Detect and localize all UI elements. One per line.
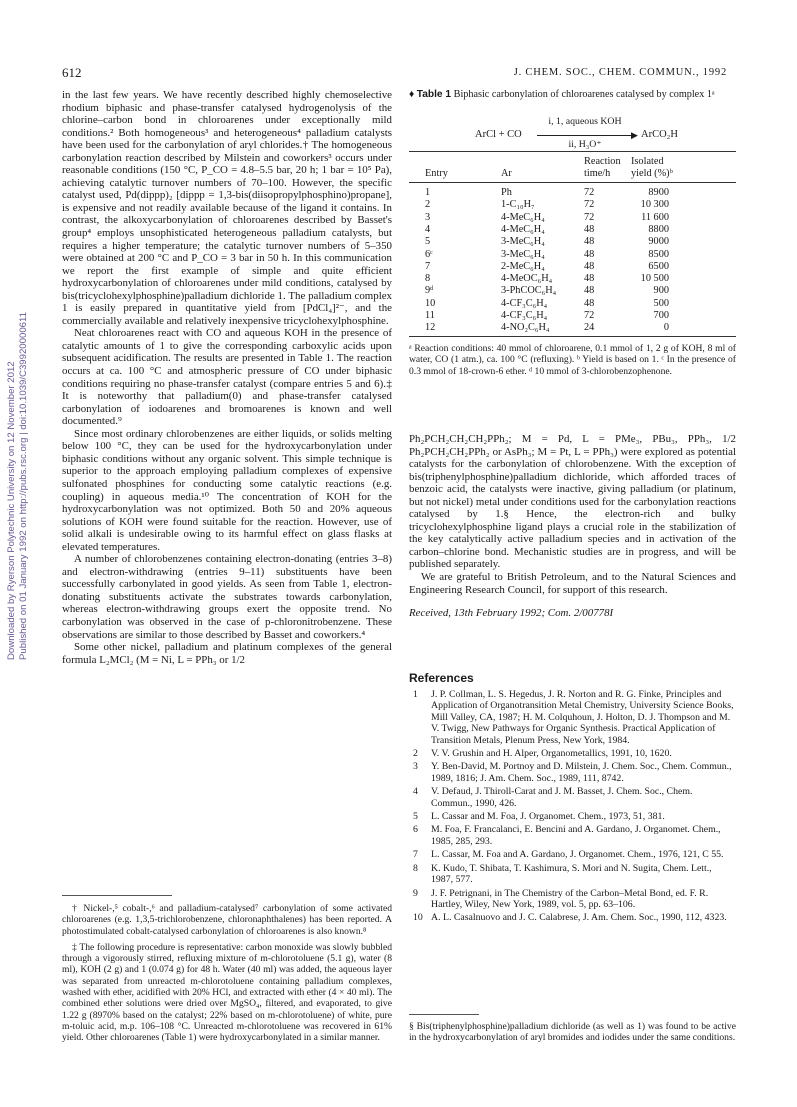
references-list	[409, 689, 736, 924]
table-row	[409, 273, 736, 285]
page-number: 612	[62, 65, 82, 80]
paragraph-3: Since most ordinary chlorobenzenes are either liquids, or solids melting below 100 °C, they can be used for the hydroxycarbonylation under biphasic conditions without any organic solvent. This simple technique is superior to the approach employing palladium complexes of expensive sulfonated phosphines for conducting some catalytic reactions (e.g. coupling) in aqueous media.¹⁰ The concentration of KOH for the hydroxycarbonylation was not optimized. Both 50 and 20% aqueous solutions of KOH were found suitable for the reaction. However, use of solid alkali is undesirable owing to its harmful effect on glass flasks at elevated temperatures.	[62, 427, 392, 553]
reference-text: V. V. Grushin and H. Alper, Organometallics, 1991, 10, 1620.	[431, 748, 672, 760]
reference-item	[409, 888, 736, 911]
table-row	[409, 261, 736, 273]
reference-item	[409, 811, 736, 822]
cell-entry: 8	[425, 273, 431, 285]
footnote-rule	[62, 895, 172, 896]
download-watermark	[6, 140, 30, 660]
right-paragraph-2: We are grateful to British Petroleum, and to the Natural Sciences and Engineering Research Council, for support of this research.	[409, 571, 736, 596]
reference-number: 9	[413, 887, 418, 899]
table-row	[409, 322, 736, 334]
table-top-rule	[409, 151, 736, 152]
cell-time: 24	[584, 322, 595, 334]
left-column	[62, 89, 392, 666]
reference-item	[409, 863, 736, 886]
reference-number: 10	[413, 912, 423, 924]
cell-time: 72	[584, 310, 595, 321]
cell-ar: 3-PhCOC₆H₄	[501, 285, 557, 297]
cell-yield: 8800	[648, 223, 669, 235]
equation-product: ArCO₂H	[641, 129, 678, 140]
cell-yield: 900	[653, 285, 669, 297]
reference-text: V. Defaud, J. Thiroll-Carat and J. M. Basset, J. Chem. Soc., Chem. Commun., 1990, 426.	[431, 786, 693, 809]
paragraph-2: Neat chloroarenes react with CO and aqueous KOH in the presence of catalytic amounts of 1 to give the corresponding carboxylic acids upon subsequent acidification. The results are presented in Table 1. The reaction occurs at ca. 100 °C and atmospheric pressure of CO under biphasic conditions requiring no phase-transfer catalyst (compare entries 5 and 6).‡ It is noteworthy that palladium(0) and phase-transfer catalysed carbonylation of iodoarenes and bromoarenes is known and well documented.⁹	[62, 327, 392, 428]
cell-time: 72	[584, 211, 595, 223]
cell-yield: 8500	[648, 248, 669, 260]
reference-number: 6	[413, 824, 418, 836]
reaction-equation	[409, 114, 736, 154]
table-row	[409, 224, 736, 236]
cell-ar: 1-C₁₀H₇	[501, 199, 535, 211]
cell-time: 48	[584, 297, 595, 309]
header-time-line-2: time/h	[584, 168, 611, 179]
reference-item	[409, 786, 736, 809]
reference-number: 3	[413, 761, 418, 773]
right-footnote: § Bis(triphenylphosphine)palladium dichloride (as well as 1) was found to be active in the hydroxycarbonylation of aryl bromides and iodides under the same conditions.	[409, 1021, 736, 1044]
reference-item	[409, 761, 736, 784]
reference-text: K. Kudo, T. Shibata, T. Kashimura, S. Mori and N. Sugita, Chem. Lett., 1987, 577.	[431, 862, 712, 886]
cell-yield: 8900	[648, 187, 669, 198]
right-column	[409, 433, 736, 620]
cell-yield: 6500	[648, 260, 669, 272]
reference-number: 1	[413, 689, 418, 700]
cell-time: 48	[584, 248, 595, 260]
table-row	[409, 310, 736, 322]
watermark-line-1: Downloaded by Ryerson Polytechnic University on 12 November 2012	[6, 361, 17, 660]
reference-number: 2	[413, 748, 418, 760]
equation-above-arrow: i, 1, aqueous KOH	[548, 116, 622, 127]
cell-entry: 12	[425, 322, 436, 334]
cell-yield: 10 300	[640, 199, 669, 211]
references-heading: References	[409, 671, 474, 685]
cell-time: 72	[584, 199, 595, 211]
table-row	[409, 199, 736, 211]
received-line: Received, 13th February 1992; Com. 2/00778I	[409, 607, 614, 620]
cell-ar: 4-MeC₆H₄	[501, 211, 545, 223]
right-paragraph-1: Ph₂PCH₂CH₂CH₂PPh₂; M = Pd, L = PMe₃, PBu₃, PPh₃, 1/2 Ph₂PCH₂CH₂PPh₂ or AsPh₃; M = Pt, L = PPh₃) were explored as potential catalysts for the carbonylation of chlorobenzene. With the exception of bis(triphenylphosphine)palladium dichloride, which afforded traces of benzoic acid, the catalysts were inactive, giving palladium (or platinum, but not nickel) metal under conditions used for the carbonylation reactions catalysed by 1.§ Hence, the electron-rich and bulky tricyclohexylphosphine ligand plays a crucial role in the stabilization of the key catalytically active palladium species and in activation of the carbon–chlorine bond. Mechanistic studies are in progress, and will be published separately.	[409, 433, 736, 571]
cell-yield: 11 600	[641, 211, 669, 223]
reference-item	[409, 824, 736, 847]
header-ar: Ar	[501, 168, 512, 179]
right-footnote-rule	[409, 1014, 479, 1015]
cell-yield: 9000	[648, 236, 669, 248]
reference-text: L. Cassar, M. Foa and A. Gardano, J. Organomet. Chem., 1976, 121, C 55.	[431, 849, 724, 861]
reference-item	[409, 689, 736, 746]
reference-text: J. F. Petrignani, in The Chemistry of the Carbon–Metal Bond, ed. F. R. Hartley, Wiley, New York, 1989, vol. 5, pp. 63–106.	[431, 887, 709, 910]
table-row	[409, 236, 736, 248]
cell-ar: 3-MeC₆H₄	[501, 236, 545, 248]
reference-text: J. P. Collman, L. S. Hegedus, J. R. Norton and R. G. Finke, Principles and Application of Organotransition Metal Chemistry, University Science Books, Mill Valley, CA, 1987; H. M. Colquhoun, J. Holton, D. J. Thompson and M. V. Twigg, New Pathways for Organic Synthesis. Practical Application of Transition Metals, Plenum Press, New York, 1984.	[431, 689, 734, 746]
reference-text: Y. Ben-David, M. Portnoy and D. Milstein, J. Chem. Soc., Chem. Commun., 1989, 1816; J. Am. Chem. Soc., 1989, 111, 8742.	[431, 761, 732, 784]
reference-text: M. Foa, F. Francalanci, E. Bencini and A. Gardano, J. Organomet. Chem., 1985, 285, 293.	[431, 824, 721, 847]
arrow-head-icon: ▶	[631, 130, 638, 140]
paragraph-4: A number of chlorobenzenes containing electron-donating (entries 3–8) and electron-withdrawing (entries 9–11) substituents have been successfully carbonylated in good yields. As seen from Table 1, electron-donating substituents activate the substrates towards carbonylation, whereas electron-withdrawing groups exert the opposite trend. No carbonylation was observed in the case of p-chloronitrobenzene. These observations are similar to those described by Basset and coworkers.⁴	[62, 553, 392, 641]
header-entry: Entry	[425, 168, 448, 179]
cell-time: 48	[584, 285, 595, 297]
cell-entry: 6ᶜ	[425, 248, 433, 260]
cell-yield: 0	[663, 322, 669, 334]
reference-item	[409, 912, 736, 923]
table-notes: ᵃ Reaction conditions: 40 mmol of chloroarene, 0.1 mmol of 1, 2 g of KOH, 8 ml of water, CO (1 atm.), ca. 100 °C (refluxing). ᵇ Yield is based on 1. ᶜ In the presence of 0.3 mmol of 18-crown-6 ether. ᵈ 10 mmol of 3-chlorobenzophenone.	[409, 343, 736, 377]
header-yield-line-2: yield (%)ᵇ	[631, 168, 673, 179]
cell-yield: 500	[653, 297, 669, 309]
equation-reactant: ArCl + CO	[475, 129, 522, 140]
reference-number: 4	[413, 786, 418, 798]
cell-yield: 700	[653, 310, 669, 321]
cell-time: 48	[584, 223, 595, 235]
paragraph-1: in the last few years. We have recently described highly chemoselective rhodium biphasic and phase-transfer catalysed hydrogenolysis of the chlorine–carbon bond in chloroarenes under exceptionally mild conditions.² Both homogeneous³ and heterogeneous⁴ palladium catalysts have been used for the carbonylation of aryl chlorides.† The homogeneous carbonylation reaction described by Milstein and coworkers³ occurs under reasonable conditions (150 °C, P_CO = 4.8–5.5 bar, 20 h; 1 bar = 10⁵ Pa), achieving catalytic turnover numbers of 70–100. However, the specific catalyst used, Pd(dippp)₂ [dippp = 1,3-bis(diisopropylphosphino)propane], is expensive and not readily available because of the ligand it contains. In contrast, the alkoxycarbonylation of chloroarenes described by Basset's group⁴ employs unsophisticated heterogeneous palladium catalysts, but requires a higher temperature; the catalytic turnover numbers of 5–350 were obtained at 200 °C and P_CO = 3 bar in 50 h. In this communication we report the first example of simple and quite efficient hydroxycarbonylation of chloroarenes under mild conditions, catalysed by bis(tricyclohexylphosphine)palladium dichloride 1. The palladium complex 1 is easily prepared in quantitative yield from [PdCl₄]²⁻, and the commercially available and relatively inexpensive tricyclohexylphosphine.	[62, 89, 392, 327]
table-bottom-rule	[409, 336, 736, 337]
cell-ar: 4-NO₂C₆H₄	[501, 322, 550, 334]
reference-number: 7	[413, 849, 418, 861]
cell-entry: 2	[425, 199, 431, 211]
cell-ar: 4-MeC₆H₄	[501, 223, 545, 235]
reference-number: 5	[413, 811, 418, 823]
footnote-dagger: † Nickel-,⁵ cobalt-,⁶ and palladium-catalysed⁷ carbonylation of some activated chloroarenes (e.g. 1,3,5-trichlorobenzene, chloronaphthalenes) has been reported. A photostimulated cobalt-catalysed carbonylation of chloroarenes is also known.⁸	[62, 903, 392, 937]
cell-entry: 4	[425, 223, 431, 235]
table-row	[409, 187, 736, 199]
table-title: Biphasic carbonylation of chloroarenes catalysed by complex 1ᵃ	[453, 89, 715, 100]
reaction-arrow	[537, 135, 635, 136]
footnote-double-dagger: ‡ The following procedure is representative: carbon monoxide was slowly bubbled through a vigorously stirred, refluxing mixture of m-chlorotoluene (5.1 g), water (8 ml), KOH (2 g) and 1 (0.074 g) for 48 h. Water (40 ml) was added, the aqueous layer was separated from unreacted m-chlorotoluene containing palladium complexes, washed with ether, acidified with 20% HCl, and extracted with ether (4 × 40 ml). The combined ether solutions were dried over MgSO₄, filtered, and evaporated, to give 1.22 g (8970% based on the catalyst; 22% based on m-chlorotoluene) of white, pure m-toluic acid, m.p. 106–108 °C. Unreacted m-chlorotoluene was recovered in 61% yield. Other chloroarenes (Table 1) were hydroxycarbonylated in a similar manner.	[62, 941, 392, 1044]
cell-entry: 3	[425, 211, 431, 223]
table-row	[409, 285, 736, 297]
cell-ar: 4-CF₃C₆H₄	[501, 310, 548, 321]
cell-entry: 10	[425, 297, 436, 309]
table-label: Table 1	[416, 89, 452, 100]
table-caption	[409, 89, 736, 101]
table-row	[409, 212, 736, 224]
cell-entry: 11	[425, 310, 435, 321]
cell-yield: 10 500	[640, 273, 669, 285]
cell-time: 48	[584, 273, 595, 285]
equation-below-arrow: ii, H₃O⁺	[568, 139, 602, 150]
cell-ar: 2-MeC₆H₄	[501, 260, 545, 272]
cell-time: 48	[584, 236, 595, 248]
table-marker-icon: ♦	[409, 89, 415, 100]
references-section	[409, 671, 736, 926]
reference-item	[409, 849, 736, 860]
reference-number: 8	[413, 862, 418, 874]
watermark-line-2: Published on 01 January 1992 on http://pubs.rsc.org | doi:10.1039/C39920000611	[18, 312, 29, 660]
cell-ar: Ph	[501, 187, 512, 198]
reference-text: L. Cassar and M. Foa, J. Organomet. Chem., 1973, 51, 381.	[431, 811, 665, 823]
cell-time: 72	[584, 187, 595, 198]
reference-item	[409, 748, 736, 759]
running-head: J. CHEM. SOC., CHEM. COMMUN., 1992	[513, 67, 727, 78]
paragraph-5: Some other nickel, palladium and platinum complexes of the general formula L₂MCl₂ (M = Ni, L = PPh₃ or 1/2	[62, 641, 392, 666]
table-header-rule	[409, 182, 736, 183]
table-row	[409, 249, 736, 261]
header-yield-line-1: Isolated	[631, 156, 664, 167]
reference-text: A. L. Casalnuovo and J. C. Calabrese, J. Am. Chem. Soc., 1990, 112, 4323.	[431, 912, 727, 924]
cell-entry: 5	[425, 236, 431, 248]
cell-ar: 4-CF₃C₆H₄	[501, 297, 548, 309]
left-footnotes	[62, 903, 392, 1049]
cell-entry: 9ᵈ	[425, 285, 434, 297]
table-row	[409, 298, 736, 310]
cell-entry: 1	[425, 187, 431, 198]
cell-entry: 7	[425, 260, 431, 272]
header-time-line-1: Reaction	[584, 156, 621, 167]
cell-time: 48	[584, 260, 595, 272]
table-body	[409, 187, 736, 337]
cell-ar: 4-MeOC₆H₄	[501, 273, 553, 285]
cell-ar: 3-MeC₆H₄	[501, 248, 545, 260]
